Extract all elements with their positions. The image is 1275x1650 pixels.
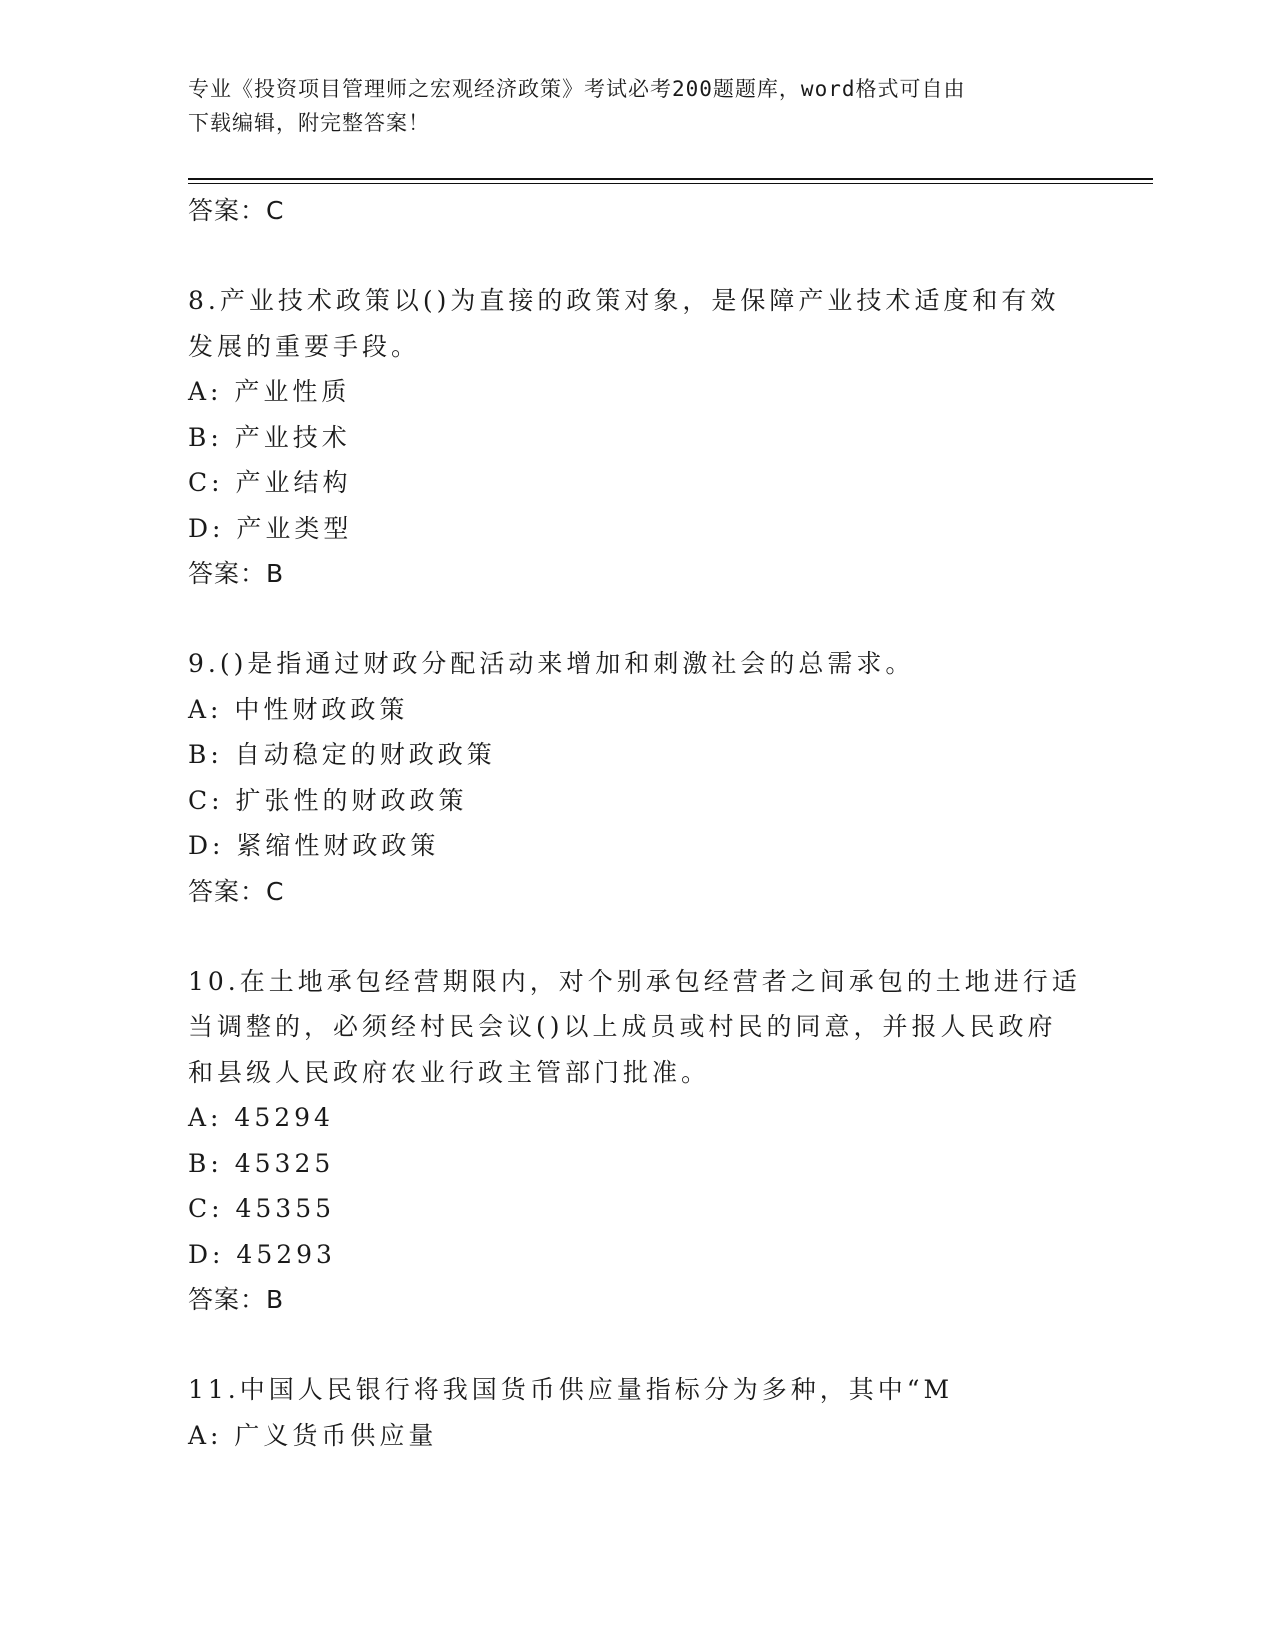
answer-line: 答案：B — [188, 1285, 285, 1314]
option-a: A: 广义货币供应量 — [188, 1420, 438, 1450]
option-d: D: 45293 — [188, 1239, 336, 1269]
option-d: D: 紧缩性财政政策 — [188, 831, 440, 860]
header-line-2: 下载编辑，附完整答案！ — [188, 111, 430, 135]
option-c: C: 产业结构 — [188, 468, 352, 497]
option-c: C: 45355 — [188, 1194, 336, 1223]
question-text-line: 11.中国人民银行将我国货币供应量指标分为多种，其中“M — [188, 1375, 954, 1404]
question-text-line: 9.()是指通过财政分配活动来增加和刺激社会的总需求。 — [188, 649, 915, 678]
question-block — [188, 278, 1088, 596]
option-a: A: 产业性质 — [188, 377, 351, 406]
document-body — [188, 188, 1088, 1458]
option-a: A: 中性财政政策 — [188, 694, 409, 724]
answer-line: 答案：C — [188, 196, 285, 225]
question-block — [188, 959, 1088, 1323]
option-b: B: 产业技术 — [188, 422, 351, 452]
question-text-line: 发展的重要手段。 — [188, 331, 421, 361]
answer-line: 答案：C — [188, 876, 285, 906]
header-divider-thick — [188, 178, 1153, 180]
header-divider-thin — [188, 183, 1153, 184]
question-text-line: 和县级人民政府农业行政主管部门批准。 — [188, 1057, 711, 1087]
option-b: B: 自动稳定的财政政策 — [188, 740, 496, 769]
question-text-line: 8.产业技术政策以()为直接的政策对象，是保障产业技术适度和有效 — [188, 286, 1060, 315]
question-stem — [188, 1367, 1088, 1413]
question-text-line: 10.在土地承包经营期限内，对个别承包经营者之间承包的土地进行适 — [188, 966, 1081, 996]
header-line-1: 专业《投资项目管理师之宏观经济政策》考试必考200题题库，word格式可自由 — [188, 77, 966, 101]
question-text-line: 当调整的，必须经村民会议()以上成员或村民的同意，并报人民政府 — [188, 1012, 1057, 1041]
option-a: A: 45294 — [188, 1103, 334, 1132]
option-c: C: 扩张性的财政政策 — [188, 785, 468, 815]
document-header — [188, 72, 1068, 140]
question-stem — [188, 278, 1088, 369]
option-d: D: 产业类型 — [188, 513, 353, 543]
question-stem — [188, 641, 1088, 687]
question-block — [188, 641, 1088, 914]
answer-line: 答案：B — [188, 559, 285, 588]
question-block — [188, 1367, 1088, 1458]
option-b: B: 45325 — [188, 1148, 335, 1178]
question-stem — [188, 959, 1088, 1096]
